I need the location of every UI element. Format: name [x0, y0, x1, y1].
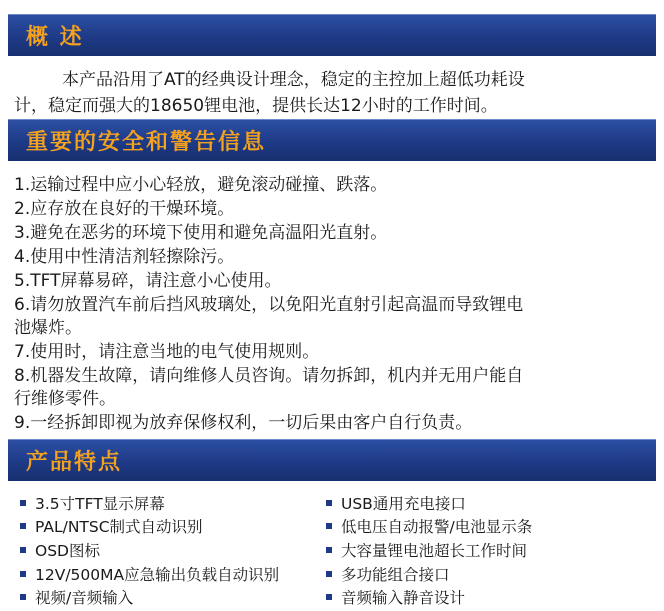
- feature-item: [326, 493, 466, 515]
- feature-label: 大容量锂电池超长工作时间: [341, 542, 528, 560]
- feature-item: [20, 564, 279, 586]
- feature-label: 12V/500MA应急输出负载自动识别: [35, 566, 280, 584]
- bullet-icon: [20, 500, 26, 506]
- feature-label: 视频/音频输入: [35, 589, 134, 607]
- safety-title: 重要的安全和警告信息: [26, 130, 267, 155]
- bullet-icon: [326, 500, 332, 506]
- bullet-icon: [326, 571, 332, 577]
- bullet-icon: [326, 594, 332, 600]
- overview-text-line-2: 计，稳定而强大的18650锂电池，提供长达12小时的工作时间。: [14, 96, 498, 116]
- bullet-icon: [20, 571, 26, 577]
- safety-section-header: [8, 119, 656, 161]
- overview-title: 概 述: [26, 25, 84, 50]
- safety-item: 1.运输过程中应小心轻放，避免滚动碰撞、跌落。: [14, 175, 388, 195]
- features-title: 产品特点: [26, 450, 123, 475]
- feature-label: 音频输入静音设计: [341, 589, 466, 607]
- overview-text-line-1: 本产品沿用了AT的经典设计理念，稳定的主控加上超低功耗设: [62, 70, 525, 90]
- safety-item-continued: 池爆炸。: [14, 318, 82, 338]
- feature-label: 低电压自动报警/电池显示条: [341, 518, 533, 536]
- safety-item: 6.请勿放置汽车前后挡风玻璃处，以免阳光直射引起高温而导致锂电: [14, 295, 524, 315]
- overview-section-header: [8, 14, 656, 56]
- feature-label: 3.5寸TFT显示屏幕: [35, 495, 165, 513]
- bullet-icon: [20, 523, 26, 529]
- safety-item: 9.一经拆卸即视为放弃保修权利，一切后果由客户自行负责。: [14, 413, 473, 433]
- feature-label: USB通用充电接口: [341, 495, 466, 513]
- feature-item: [326, 587, 465, 609]
- bullet-icon: [326, 547, 332, 553]
- feature-item: [326, 564, 450, 586]
- feature-label: PAL/NTSC制式自动识别: [35, 518, 203, 536]
- bullet-icon: [326, 523, 332, 529]
- safety-item-continued: 行维修零件。: [14, 389, 116, 409]
- feature-item: [20, 493, 165, 515]
- safety-item: 7.使用时，请注意当地的电气使用规则。: [14, 342, 320, 362]
- bullet-icon: [20, 594, 26, 600]
- feature-item: [326, 540, 527, 562]
- bullet-icon: [20, 547, 26, 553]
- safety-item: 5.TFT屏幕易碎，请注意小心使用。: [14, 271, 282, 291]
- feature-item: [326, 516, 532, 538]
- feature-item: [20, 587, 133, 609]
- feature-label: OSD图标: [35, 542, 100, 560]
- safety-item: 3.避免在恶劣的环境下使用和避免高温阳光直射。: [14, 223, 388, 243]
- features-section-header: [8, 439, 656, 481]
- feature-item: [20, 540, 100, 562]
- safety-item: 4.使用中性清洁剂轻擦除污。: [14, 247, 235, 267]
- safety-item: 2.应存放在良好的干燥环境。: [14, 199, 235, 219]
- feature-item: [20, 516, 203, 538]
- feature-label: 多功能组合接口: [341, 566, 450, 584]
- safety-item: 8.机器发生故障，请向维修人员咨询。请勿拆卸，机内并无用户能自: [14, 366, 524, 386]
